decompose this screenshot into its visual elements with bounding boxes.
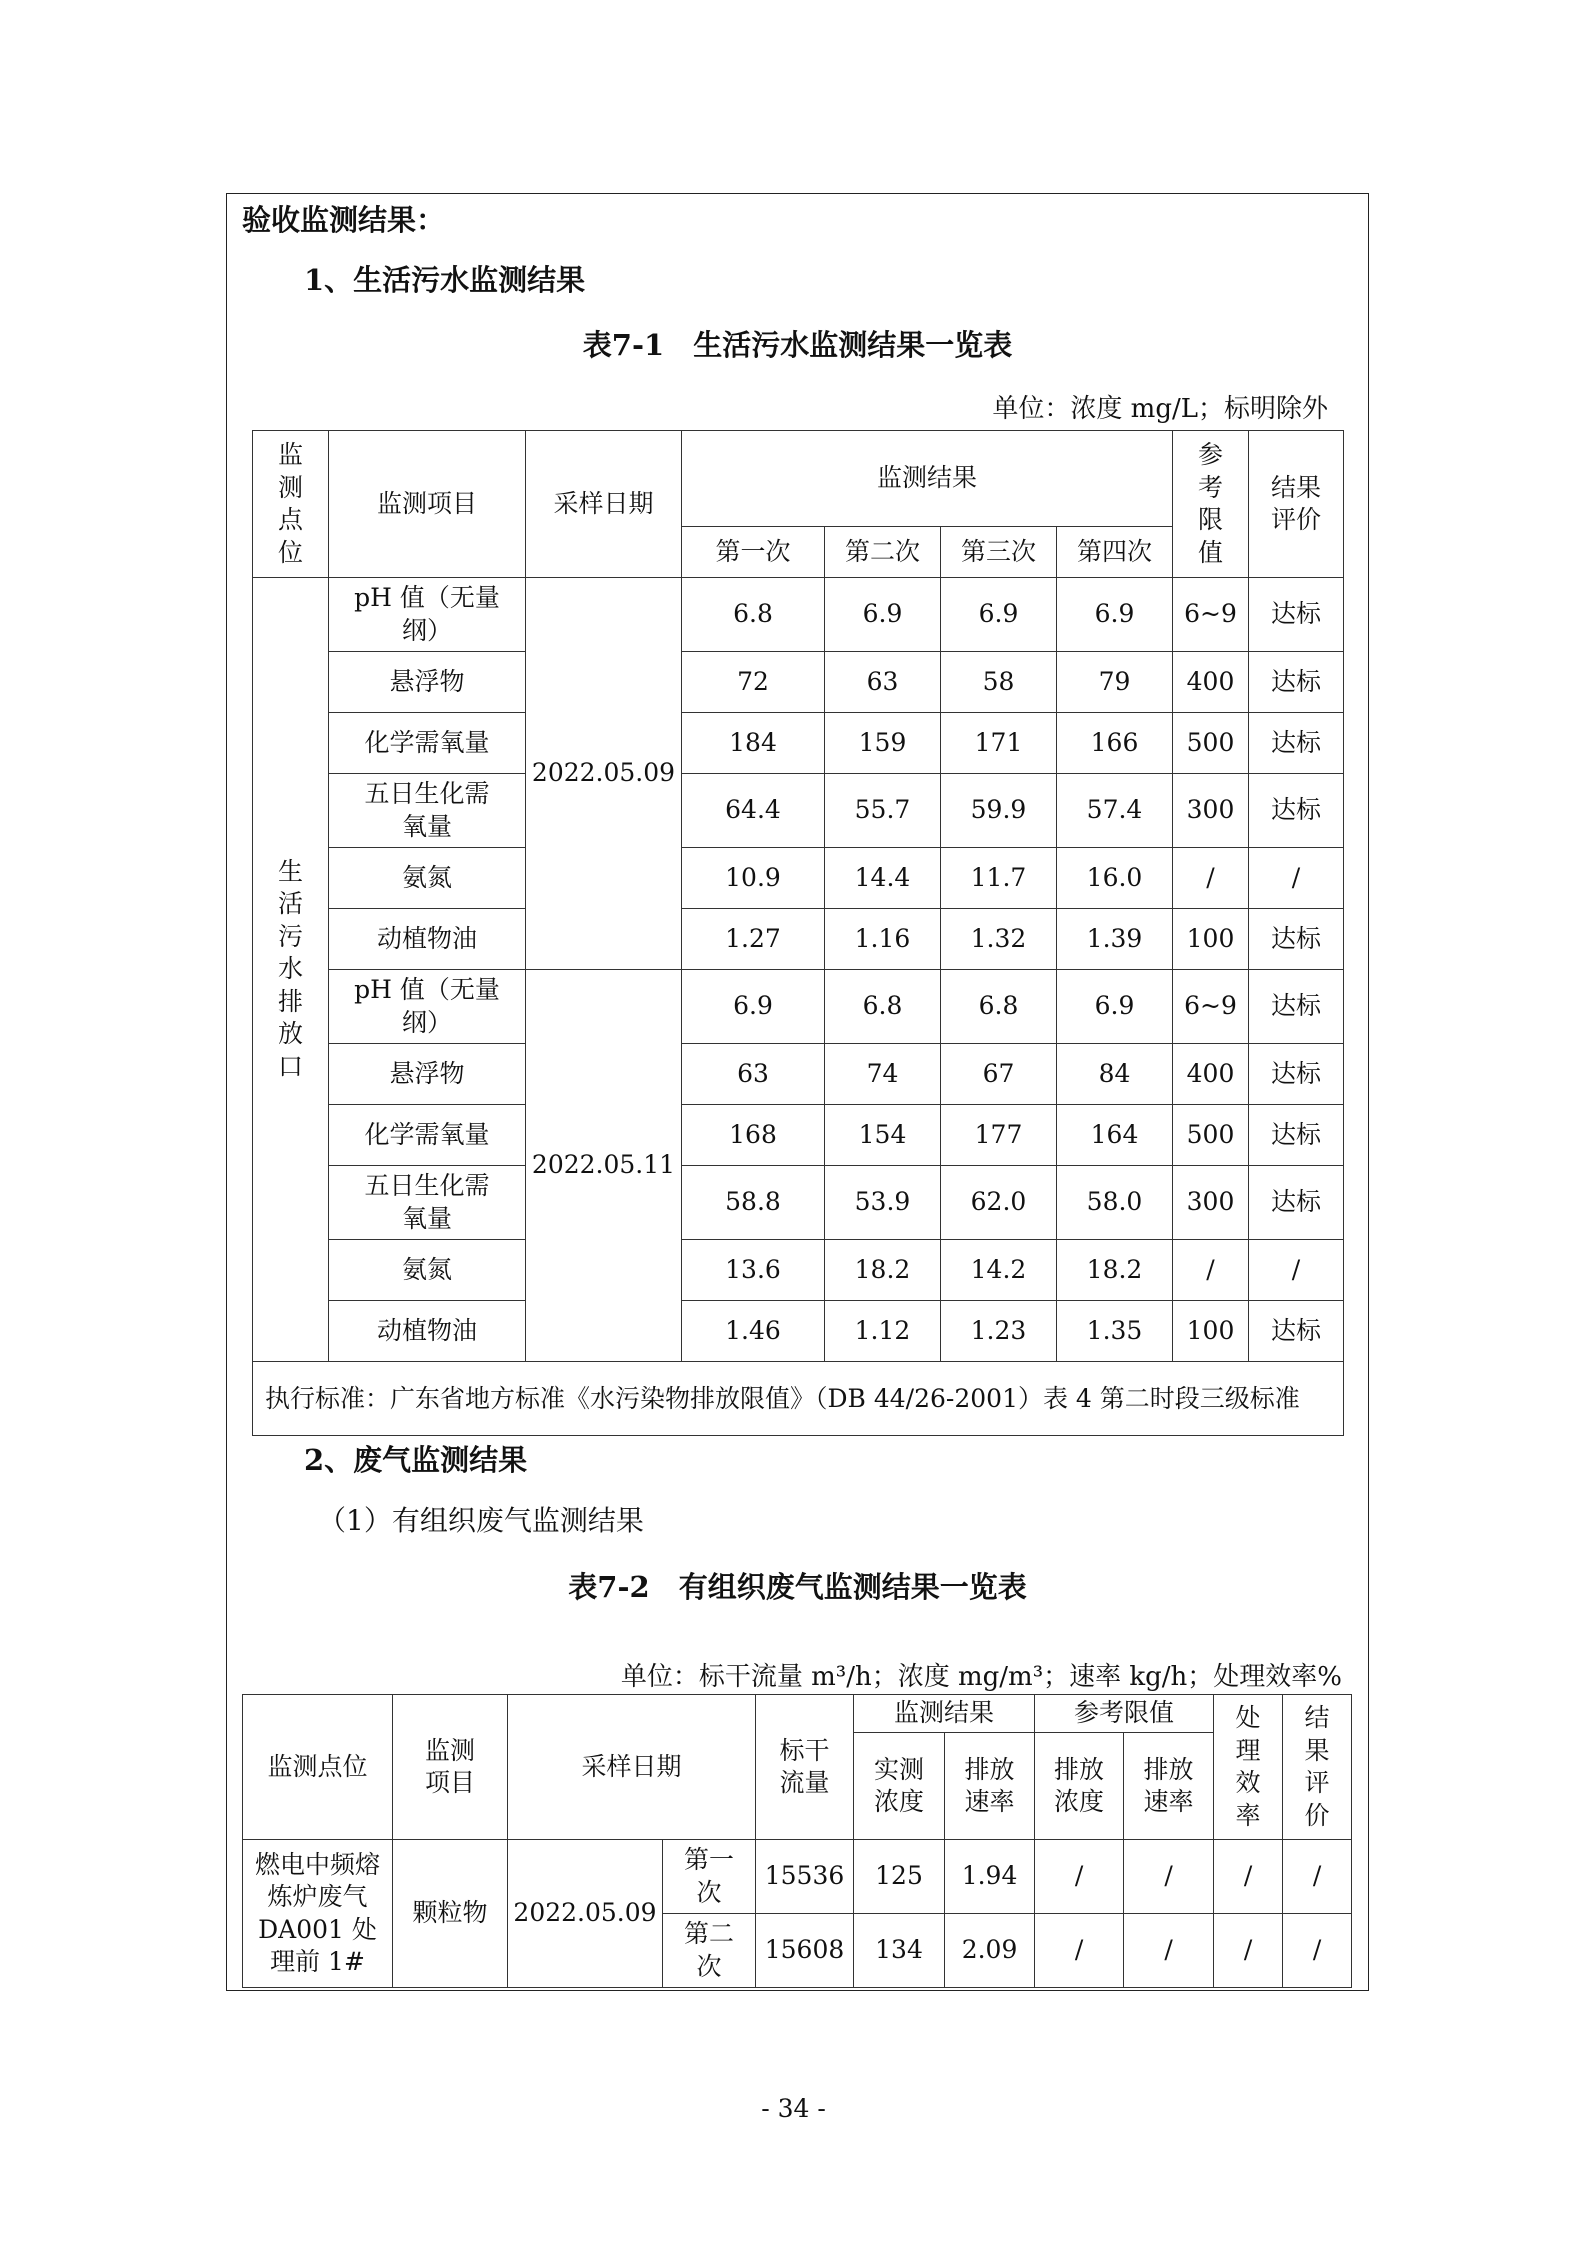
eval-cell: 达标 (1249, 909, 1344, 970)
value-cell: 14.2 (941, 1240, 1057, 1301)
value-cell: 18.2 (825, 1240, 941, 1301)
limit-cell: 500 (1173, 1105, 1249, 1166)
value-cell: 6.8 (941, 970, 1057, 1044)
item-cell: 氨氮 (329, 848, 526, 909)
value-cell: 16.0 (1057, 848, 1173, 909)
standard-note: 执行标准：广东省地方标准《水污染物排放限值》（DB 44/26-2001）表 4 第二时段三级标准 (253, 1362, 1344, 1436)
value-cell: 67 (941, 1044, 1057, 1105)
value-cell: 1.27 (682, 909, 825, 970)
value-cell: 10.9 (682, 848, 825, 909)
exhaust-item: 颗粒物 (393, 1840, 508, 1988)
exhaust-results-table (242, 1694, 1352, 1988)
header-efficiency: 处理效率 (1235, 1703, 1261, 1830)
table-7-2-title: 表7-2 有组织废气监测结果一览表 (568, 1570, 1027, 1604)
value-cell: 79 (1057, 652, 1173, 713)
value-cell: 171 (941, 713, 1057, 774)
value-cell: 6.9 (682, 970, 825, 1044)
item-cell: 氨氮 (329, 1240, 526, 1301)
table-row (253, 713, 1344, 774)
exhaust-date: 2022.05.09 (508, 1840, 663, 1988)
value-cell: 63 (682, 1044, 825, 1105)
value-cell: 1.32 (941, 909, 1057, 970)
sample-index: 第一次 (683, 1845, 734, 1907)
conc-cell: 134 (854, 1914, 945, 1988)
eval-cell: / (1283, 1840, 1352, 1914)
limit-cell: 400 (1173, 1044, 1249, 1105)
table-row (253, 774, 1344, 848)
value-cell: 64.4 (682, 774, 825, 848)
item-cell: pH 值（无量纲） (329, 970, 526, 1044)
sampling-date: 2022.05.11 (526, 970, 682, 1362)
page-number: - 34 - (761, 2094, 826, 2123)
header-limit: 参考限值 (1198, 440, 1224, 567)
value-cell: 14.4 (825, 848, 941, 909)
sample-index: 第二次 (683, 1919, 734, 1981)
value-cell: 166 (1057, 713, 1173, 774)
limit-cell: 6~9 (1173, 970, 1249, 1044)
table-row (243, 1840, 1352, 1914)
section-heading: 验收监测结果： (242, 203, 446, 237)
table-7-2-unit: 单位：标干流量 m³/h；浓度 mg/m³；速率 kg/h；处理效率% (620, 1662, 1342, 1692)
value-cell: 1.35 (1057, 1301, 1173, 1362)
sewage-heading: 1、生活污水监测结果 (304, 263, 586, 297)
limit-cell: / (1173, 848, 1249, 909)
eval-cell: 达标 (1249, 1044, 1344, 1105)
value-cell: 84 (1057, 1044, 1173, 1105)
item-cell: 悬浮物 (329, 652, 526, 713)
organized-exhaust-subheading: （1）有组织废气监测结果 (318, 1504, 644, 1537)
eval-cell: 达标 (1249, 652, 1344, 713)
table-row (253, 970, 1344, 1044)
limit-cell: 300 (1173, 774, 1249, 848)
header-eval: 结果评价 (1271, 472, 1322, 534)
item-cell: 悬浮物 (329, 1044, 526, 1105)
limit-conc-cell: / (1035, 1840, 1124, 1914)
value-cell: 164 (1057, 1105, 1173, 1166)
value-cell: 1.46 (682, 1301, 825, 1362)
value-cell: 6.9 (1057, 578, 1173, 652)
eval-cell: 达标 (1249, 970, 1344, 1044)
table-row (253, 1105, 1344, 1166)
table-row (253, 652, 1344, 713)
item-cell: 五日生化需氧量 (329, 1166, 526, 1240)
table-row (253, 909, 1344, 970)
header-r4: 第四次 (1057, 527, 1173, 578)
limit-cell: 300 (1173, 1166, 1249, 1240)
item-cell: 五日生化需氧量 (329, 774, 526, 848)
table-7-1-unit: 单位：浓度 mg/L；标明除外 (992, 394, 1328, 424)
header-date: 采样日期 (526, 431, 682, 578)
header-results: 监测结果 (854, 1695, 1035, 1733)
header-r1: 第一次 (682, 527, 825, 578)
value-cell: 6.9 (1057, 970, 1173, 1044)
limit-cell: / (1173, 1240, 1249, 1301)
limit-cell: 400 (1173, 652, 1249, 713)
table-7-1-title: 表7-1 生活污水监测结果一览表 (582, 328, 1013, 362)
sampling-date: 2022.05.09 (526, 578, 682, 970)
efficiency-cell: / (1214, 1840, 1283, 1914)
sampling-point: 生活污水排放口 (277, 856, 303, 1081)
eval-cell: 达标 (1249, 1166, 1344, 1240)
header-r3: 第三次 (941, 527, 1057, 578)
eval-cell: / (1249, 848, 1344, 909)
header-lim-rate: 排放速率 (1143, 1754, 1194, 1816)
header-lim-conc: 排放浓度 (1054, 1754, 1105, 1816)
value-cell: 57.4 (1057, 774, 1173, 848)
header-conc: 实测浓度 (874, 1754, 925, 1816)
table-row (253, 578, 1344, 652)
value-cell: 53.9 (825, 1166, 941, 1240)
eval-cell: 达标 (1249, 713, 1344, 774)
value-cell: 168 (682, 1105, 825, 1166)
value-cell: 184 (682, 713, 825, 774)
table-row (253, 1166, 1344, 1240)
flow-cell: 15536 (756, 1840, 854, 1914)
exhaust-heading: 2、废气监测结果 (304, 1443, 528, 1477)
eval-cell: 达标 (1249, 774, 1344, 848)
item-cell: 化学需氧量 (329, 713, 526, 774)
value-cell: 159 (825, 713, 941, 774)
header-point: 监测点位 (243, 1695, 393, 1840)
header-r2: 第二次 (825, 527, 941, 578)
item-cell: pH 值（无量纲） (329, 578, 526, 652)
value-cell: 177 (941, 1105, 1057, 1166)
value-cell: 18.2 (1057, 1240, 1173, 1301)
value-cell: 154 (825, 1105, 941, 1166)
value-cell: 74 (825, 1044, 941, 1105)
eval-cell: / (1249, 1240, 1344, 1301)
table-row (253, 848, 1344, 909)
limit-conc-cell: / (1035, 1914, 1124, 1988)
item-cell: 动植物油 (329, 1301, 526, 1362)
value-cell: 6.8 (682, 578, 825, 652)
limit-cell: 100 (1173, 1301, 1249, 1362)
value-cell: 58.0 (1057, 1166, 1173, 1240)
value-cell: 58 (941, 652, 1057, 713)
eval-cell: 达标 (1249, 578, 1344, 652)
value-cell: 59.9 (941, 774, 1057, 848)
value-cell: 11.7 (941, 848, 1057, 909)
value-cell: 13.6 (682, 1240, 825, 1301)
limit-cell: 100 (1173, 909, 1249, 970)
sewage-results-table (252, 430, 1344, 1436)
value-cell: 6.9 (941, 578, 1057, 652)
header-eval: 结果评价 (1304, 1703, 1330, 1830)
exhaust-point: 燃电中频熔炼炉废气 DA001 处理前 1# (243, 1840, 393, 1988)
value-cell: 1.12 (825, 1301, 941, 1362)
table-row (253, 1240, 1344, 1301)
eval-cell: / (1283, 1914, 1352, 1988)
header-point: 监测点位 (277, 440, 303, 567)
value-cell: 55.7 (825, 774, 941, 848)
flow-cell: 15608 (756, 1914, 854, 1988)
limit-rate-cell: / (1124, 1840, 1214, 1914)
table-row (253, 1044, 1344, 1105)
rate-cell: 2.09 (945, 1914, 1035, 1988)
limit-rate-cell: / (1124, 1914, 1214, 1988)
limit-cell: 500 (1173, 713, 1249, 774)
header-rate: 排放速率 (964, 1754, 1015, 1816)
item-cell: 动植物油 (329, 909, 526, 970)
header-date: 采样日期 (508, 1695, 756, 1840)
header-limits: 参考限值 (1035, 1695, 1214, 1733)
eval-cell: 达标 (1249, 1105, 1344, 1166)
header-flow: 标干流量 (779, 1735, 830, 1797)
header-item: 监测项目 (424, 1735, 475, 1797)
value-cell: 1.23 (941, 1301, 1057, 1362)
value-cell: 6.8 (825, 970, 941, 1044)
limit-cell: 6~9 (1173, 578, 1249, 652)
header-results: 监测结果 (682, 431, 1173, 527)
conc-cell: 125 (854, 1840, 945, 1914)
value-cell: 63 (825, 652, 941, 713)
value-cell: 6.9 (825, 578, 941, 652)
header-item: 监测项目 (329, 431, 526, 578)
value-cell: 1.16 (825, 909, 941, 970)
value-cell: 62.0 (941, 1166, 1057, 1240)
value-cell: 58.8 (682, 1166, 825, 1240)
value-cell: 72 (682, 652, 825, 713)
efficiency-cell: / (1214, 1914, 1283, 1988)
table-row (253, 1301, 1344, 1362)
eval-cell: 达标 (1249, 1301, 1344, 1362)
item-cell: 化学需氧量 (329, 1105, 526, 1166)
rate-cell: 1.94 (945, 1840, 1035, 1914)
value-cell: 1.39 (1057, 909, 1173, 970)
